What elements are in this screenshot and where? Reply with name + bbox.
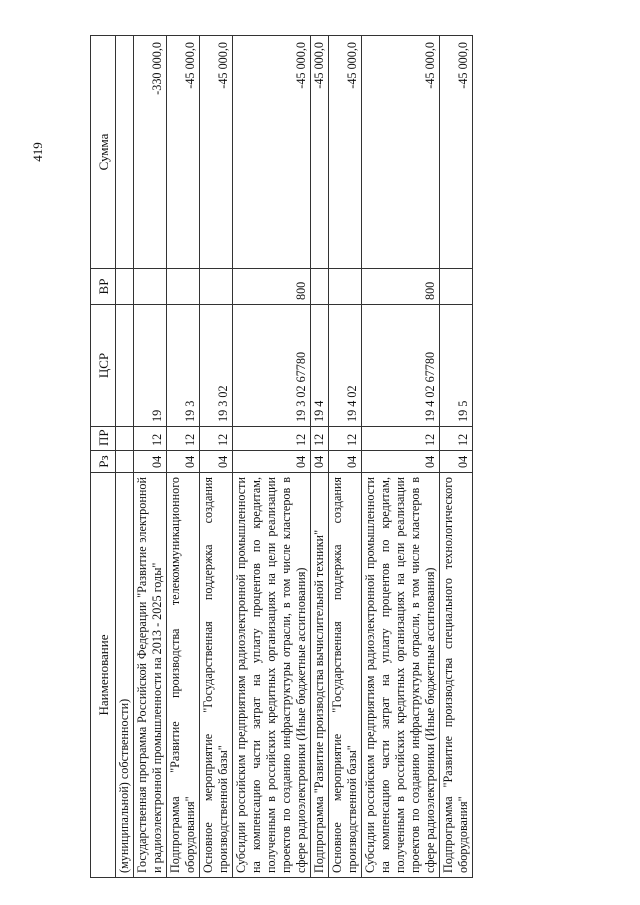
cell-rz: 04: [440, 451, 473, 473]
table-header-row: [91, 36, 116, 878]
cell-name: Субсидии российским предприятиям радиоэлектронной промышленности на компенсацию части затрат на уплату процентов по кредитам, полученным в российских кредитных организациях на цели реализации проектов по созданию инфраструктуры отрасли, в том числе кластеров в сфере радиоэлектроники (Иные бюджетные ассигнования): [233, 473, 311, 878]
cell-name: Основное мероприятие "Государственная поддержка создания производственной базы": [329, 473, 362, 878]
header-csr: ЦСР: [91, 305, 116, 427]
cell-vr: [116, 269, 134, 305]
table-row: [233, 36, 311, 878]
cell-csr: 19 4 02 67780: [362, 305, 440, 427]
cell-vr: [134, 269, 167, 305]
table-row: [440, 36, 473, 878]
budget-table: [90, 35, 473, 878]
cell-rz: 04: [134, 451, 167, 473]
cell-name: Основное мероприятие "Государственная поддержка создания производственной базы": [200, 473, 233, 878]
cell-pr: 12: [200, 427, 233, 451]
table-row: [311, 36, 329, 878]
cell-rz: [116, 451, 134, 473]
cell-rz: 04: [311, 451, 329, 473]
cell-pr: 12: [329, 427, 362, 451]
cell-pr: 12: [311, 427, 329, 451]
table-row: [200, 36, 233, 878]
cell-vr: [167, 269, 200, 305]
cell-vr: 800: [362, 269, 440, 305]
cell-csr: 19 4: [311, 305, 329, 427]
page-number: 419: [30, 142, 45, 162]
cell-vr: [440, 269, 473, 305]
cell-name: Подпрограмма "Развитие производства телекоммуникационного оборудования": [167, 473, 200, 878]
cell-name: Подпрограмма "Развитие производства вычислительной техники": [311, 473, 329, 878]
cell-vr: [200, 269, 233, 305]
header-rz: Рз: [91, 451, 116, 473]
cell-pr: 12: [233, 427, 311, 451]
table-row: [134, 36, 167, 878]
cell-pr: [116, 427, 134, 451]
cell-csr: [116, 305, 134, 427]
cell-csr: 19 3: [167, 305, 200, 427]
cell-vr: 800: [233, 269, 311, 305]
cell-name: (муниципальной) собственности): [116, 473, 134, 878]
cell-vr: [311, 269, 329, 305]
cell-sum: [116, 36, 134, 269]
budget-table-rotated: [90, 36, 600, 878]
cell-rz: 04: [233, 451, 311, 473]
cell-csr: 19 3 02 67780: [233, 305, 311, 427]
table-body: [116, 36, 473, 878]
cell-name: Государственная программа Российской Федерации "Развитие электронной и радиоэлектронной промышленности на 2013 - 2025 годы": [134, 473, 167, 878]
cell-sum: -45 000,0: [167, 36, 200, 269]
table-row: [116, 36, 134, 878]
cell-sum: -45 000,0: [200, 36, 233, 269]
cell-pr: 12: [167, 427, 200, 451]
table-row: [329, 36, 362, 878]
cell-sum: -45 000,0: [233, 36, 311, 269]
cell-sum: -45 000,0: [440, 36, 473, 269]
cell-csr: 19 4 02: [329, 305, 362, 427]
cell-name: Субсидии российским предприятиям радиоэлектронной промышленности на компенсацию части затрат на уплату процентов по кредитам, полученным в российских кредитных организациях на цели реализации проектов по созданию инфраструктуры отрасли, в том числе кластеров в сфере радиоэлектроники (Иные бюджетные ассигнования): [362, 473, 440, 878]
cell-sum: -45 000,0: [329, 36, 362, 269]
cell-csr: 19 3 02: [200, 305, 233, 427]
cell-sum: -330 000,0: [134, 36, 167, 269]
header-name: Наименование: [91, 473, 116, 878]
cell-sum: -45 000,0: [362, 36, 440, 269]
cell-pr: 12: [440, 427, 473, 451]
cell-rz: 04: [200, 451, 233, 473]
header-vr: ВР: [91, 269, 116, 305]
cell-vr: [329, 269, 362, 305]
cell-csr: 19 5: [440, 305, 473, 427]
cell-name: Подпрограмма "Развитие производства специального технологического оборудования": [440, 473, 473, 878]
cell-csr: 19: [134, 305, 167, 427]
header-sum: Сумма: [91, 36, 116, 269]
cell-pr: 12: [134, 427, 167, 451]
table-row: [362, 36, 440, 878]
cell-pr: 12: [362, 427, 440, 451]
table-row: [167, 36, 200, 878]
cell-rz: 04: [167, 451, 200, 473]
cell-rz: 04: [362, 451, 440, 473]
cell-sum: -45 000,0: [311, 36, 329, 269]
cell-rz: 04: [329, 451, 362, 473]
header-pr: ПР: [91, 427, 116, 451]
